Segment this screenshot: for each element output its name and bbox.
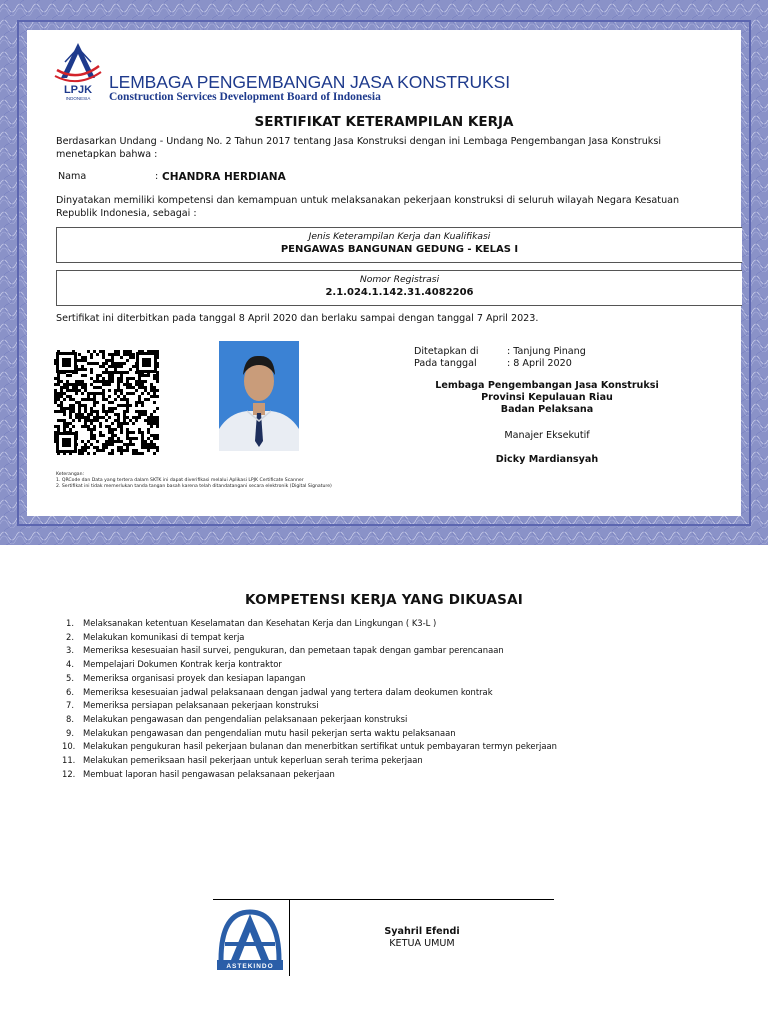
item-text: Melakukan komunikasi di tempat kerja xyxy=(83,631,245,642)
item-text: Memeriksa persiapan pelaksanaan pekerjaan konstruksi xyxy=(83,700,319,711)
org-name-english: Construction Services Development Board of Indonesia xyxy=(109,91,381,103)
item-number: 7. xyxy=(66,700,74,711)
skill-value: PENGAWAS BANGUNAN GEDUNG - KELAS I xyxy=(280,244,519,255)
item-number: 8. xyxy=(66,713,74,724)
competencies-title: KOMPETENSI KERJA YANG DIKUASAI xyxy=(245,592,523,608)
item-text: Membuat laporan hasil pengawasan pelaksanaan pekerjaan xyxy=(83,768,335,779)
item-number: 10. xyxy=(62,741,76,752)
footer-vertical-divider xyxy=(289,900,290,976)
notes-line-1: 1. QRCode dan Data yang tertera dalam SKTK ini dapat diverifikasi melalui Aplikasi LPJK Certificate Scanner xyxy=(56,478,304,483)
item-text: Melakukan pengawasan dan pengendalian mutu hasil pekerjan serta waktu pelaksanaan xyxy=(83,727,456,738)
notes xyxy=(56,472,332,490)
item-number: 4. xyxy=(66,659,74,670)
item-text: Memeriksa kesesuaian jadwal pelaksanaan dengan jadwal yang tertera dalam deokumen kontrak xyxy=(83,686,493,697)
notes-title: Keterangan: xyxy=(56,472,85,477)
list-item xyxy=(66,617,557,631)
list-item xyxy=(66,727,557,741)
place-value: : Tanjung Pinang xyxy=(507,346,586,357)
certificate-card xyxy=(27,30,741,516)
item-number: 11. xyxy=(62,755,76,766)
item-number: 5. xyxy=(66,672,74,683)
intro-text: Berdasarkan Undang - Undang No. 2 Tahun 2017 tentang Jasa Konstruksi dengan ini Lembaga Pengembangan Jasa Konstruksi menetapkan bahwa : xyxy=(56,136,661,160)
list-item xyxy=(66,672,557,686)
item-text: Mempelajari Dokumen Kontrak kerja kontraktor xyxy=(83,659,282,670)
list-item xyxy=(66,699,557,713)
skill-label: Jenis Keterampilan Kerja dan Kualifikasi xyxy=(308,231,491,242)
competency-list xyxy=(62,617,557,781)
date-label: Pada tanggal xyxy=(414,358,477,369)
list-item xyxy=(62,740,557,754)
item-number: 9. xyxy=(66,727,74,738)
lpjk-logo xyxy=(53,40,103,102)
list-item xyxy=(62,768,557,782)
logo-country: INDONESIA xyxy=(65,96,91,101)
item-number: 2. xyxy=(66,631,74,642)
item-text: Melakukan pengukuran hasil pekerjaan bulanan dan menerbitkan sertifikat untuk pembayaran termyn pekerjaan xyxy=(83,741,557,752)
astekindo-logo xyxy=(215,904,285,974)
logo-text: LPJK xyxy=(63,84,93,96)
list-item xyxy=(66,631,557,645)
registration-box xyxy=(56,270,742,306)
chairman-name: Syahril Efendi xyxy=(384,926,460,937)
certificate-title: SERTIFIKAT KETERAMPILAN KERJA xyxy=(254,114,514,130)
issuer-line-3: Badan Pelaksana xyxy=(500,404,594,415)
notes-line-2: 2. Sertifikat ini tidak memerlukan tanda tangan basah karena telah ditandatangani secara elektronik (Digital Signature) xyxy=(56,484,332,489)
item-text: Melakukan pengawasan dan pengendalian pelaksanaan pekerjaan konstruksi xyxy=(83,713,408,724)
list-item xyxy=(66,713,557,727)
issuer-line-1: Lembaga Pengembangan Jasa Konstruksi xyxy=(435,380,659,391)
list-item xyxy=(62,754,557,768)
issuer-block xyxy=(422,380,672,416)
item-text: Melaksanakan ketentuan Keselamatan dan Kesehatan Kerja dan Lingkungan ( K3-L ) xyxy=(83,618,437,628)
signer-name: Dicky Mardiansyah xyxy=(495,454,599,465)
skill-box xyxy=(56,227,742,263)
qr-code xyxy=(54,350,159,455)
place-label: Ditetapkan di xyxy=(414,346,479,357)
list-item xyxy=(66,686,557,700)
footer-divider xyxy=(213,899,554,900)
astekindo-text: ASTEKINDO xyxy=(226,963,274,970)
chairman-position: KETUA UMUM xyxy=(389,938,455,949)
declaration-text: Dinyatakan memiliki kompetensi dan kemampuan untuk melaksanakan pekerjaan konstruksi di seluruh wilayah Negara Kesatuan Republik Indonesia, sebagai : xyxy=(56,195,680,219)
validity-text: Sertifikat ini diterbitkan pada tanggal 8 April 2020 dan berlaku sampai dengan tanggal 7 April 2023. xyxy=(56,313,539,324)
item-text: Melakukan pemeriksaan hasil pekerjaan untuk keperluan serah terima pekerjaan xyxy=(83,755,423,766)
item-number: 12. xyxy=(62,768,76,779)
holder-photo xyxy=(219,341,299,451)
name-label: Nama xyxy=(58,171,87,182)
date-value: : 8 April 2020 xyxy=(507,358,572,369)
holder-name: CHANDRA HERDIANA xyxy=(162,171,286,183)
registration-number: 2.1.024.1.142.31.4082206 xyxy=(325,287,474,298)
issuer-line-2: Provinsi Kepulauan Riau xyxy=(481,392,613,403)
item-number: 3. xyxy=(66,645,74,656)
list-item xyxy=(66,658,557,672)
registration-label: Nomor Registrasi xyxy=(359,274,440,285)
item-text: Memeriksa kesesuaian hasil survei, pengukuran, dan pemetaan tapak dengan gambar perencanaan xyxy=(83,645,504,656)
name-colon: : xyxy=(155,171,159,182)
item-number: 1. xyxy=(66,618,74,628)
list-item xyxy=(66,644,557,658)
item-number: 6. xyxy=(66,686,74,697)
item-text: Memeriksa organisasi proyek dan kesiapan lapangan xyxy=(83,672,306,683)
signer-position: Manajer Eksekutif xyxy=(504,430,590,441)
org-name: LEMBAGA PENGEMBANGAN JASA KONSTRUKSI xyxy=(109,72,510,92)
